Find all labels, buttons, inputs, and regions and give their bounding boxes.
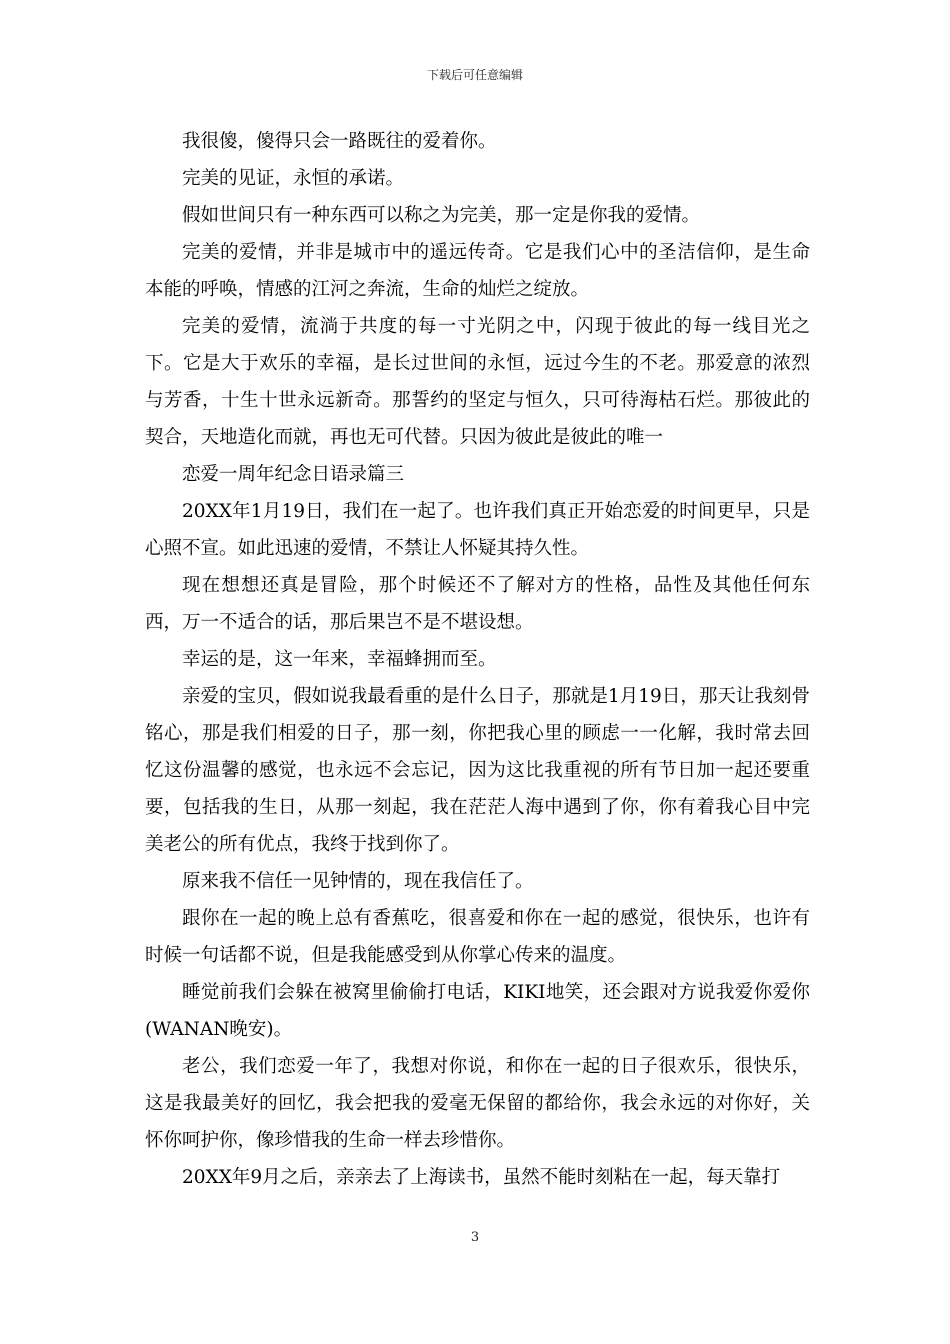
paragraph: 完美的爱情，并非是城市中的遥远传奇。它是我们心中的圣洁信仰，是生命本能的呼唤，情感的江河之奔流，生命的灿烂之绽放。 xyxy=(145,242,810,300)
paragraph: 跟你在一起的晚上总有香蕉吃，很喜爱和你在一起的感觉，很快乐，也许有时候一句话都不说，但是我能感受到从你掌心传来的温度。 xyxy=(145,908,810,966)
paragraph: 亲爱的宝贝，假如说我最看重的是什么日子，那就是1月19日，那天让我刻骨铭心，那是我们相爱的日子，那一刻，你把我心里的顾虑一一化解，我时常去回忆这份温馨的感觉，也永远不会忘记，因为这比我重视的所有节日加一起还要重要，包括我的生日，从那一刻起，我在茫茫人海中遇到了你，你有着我心目中完美老公的所有优点，我终于找到你了。 xyxy=(145,686,810,855)
paragraph: 现在想想还真是冒险，那个时候还不了解对方的性格，品性及其他任何东西，万一不适合的话，那后果岂不是不堪设想。 xyxy=(145,575,810,633)
paragraph: 睡觉前我们会躲在被窝里偷偷打电话，KIKI地笑，还会跟对方说我爱你爱你(WANAN晚安)。 xyxy=(145,982,810,1040)
paragraph: 完美的见证，永恒的承诺。 xyxy=(182,168,405,189)
paragraph: 我很傻，傻得只会一路既往的爱着你。 xyxy=(182,131,497,152)
document-body xyxy=(145,123,810,1196)
paragraph: 假如世间只有一种东西可以称之为完美，那一定是你我的爱情。 xyxy=(182,205,701,226)
paragraph: 原来我不信任一见钟情的，现在我信任了。 xyxy=(182,871,534,892)
page-header: 下载后可任意编辑 xyxy=(426,68,523,82)
paragraph: 老公，我们恋爱一年了，我想对你说，和你在一起的日子很欢乐，很快乐，这是我最美好的回忆，我会把我的爱毫无保留的都给你，我会永远的对你好，关怀你呵护你，像珍惜我的生命一样去珍惜你。 xyxy=(145,1056,810,1151)
paragraph: 20XX年1月19日，我们在一起了。也许我们真正开始恋爱的时间更早，只是心照不宣。如此迅速的爱情，不禁让人怀疑其持久性。 xyxy=(145,501,810,559)
page-number: 3 xyxy=(470,1230,480,1245)
paragraph: 20XX年9月之后，亲亲去了上海读书，虽然不能时刻粘在一起，每天靠打 xyxy=(182,1167,781,1188)
section-heading: 恋爱一周年纪念日语录篇三 xyxy=(182,464,405,485)
paragraph: 完美的爱情，流淌于共度的每一寸光阴之中，闪现于彼此的每一线目光之下。它是大于欢乐的幸福，是长过世间的永恒，远过今生的不老。那爱意的浓烈与芳香，十生十世永远新奇。那誓约的坚定与恒久，只可待海枯石烂。那彼此的契合，天地造化而就，再也无可代替。只因为彼此是彼此的唯一 xyxy=(145,316,810,448)
paragraph: 幸运的是，这一年来，幸福蜂拥而至。 xyxy=(182,649,497,670)
